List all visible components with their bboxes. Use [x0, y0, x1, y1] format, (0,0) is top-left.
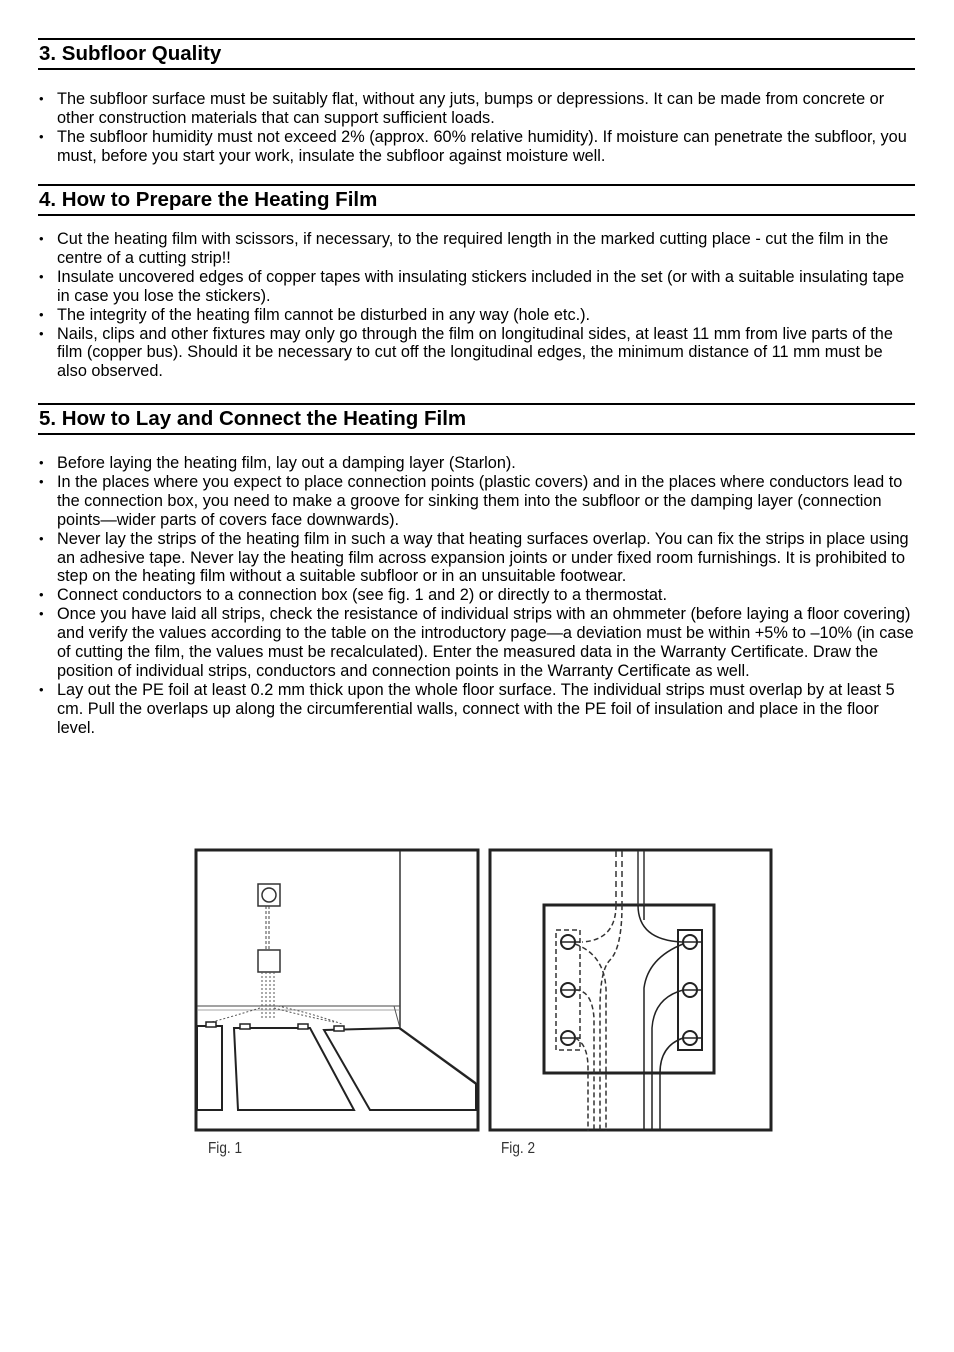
list-item: • Insulate uncovered edges of copper tapes with insulating stickers included in the set (or with a suitable insulating tape in case you lose the stickers). — [38, 268, 915, 306]
bullet-list — [38, 454, 915, 738]
list-item: • Cut the heating film with scissors, if necessary, to the required length in the marked cutting place - cut the film in the centre of a cutting strip!! — [38, 230, 915, 268]
figure-2-caption: Fig. 2 — [501, 1140, 536, 1157]
section-heading: 3. Subfloor Quality — [38, 38, 915, 70]
section-heading: 5. How to Lay and Connect the Heating Film — [38, 403, 915, 435]
connection-box-icon — [258, 950, 280, 972]
section-subfloor-quality — [38, 38, 915, 166]
section-prepare-heating-film — [38, 184, 915, 381]
list-item: • Never lay the strips of the heating film in such a way that heating surfaces overlap. You can fix the strips in place using an adhesive tape. Never lay the heating film across expansion joints or under fixed room furnishings. It is prohibited to step on the heating film without a suitable subfloor or in an unsuitable footwear. — [38, 530, 915, 587]
list-item: • The subfloor surface must be suitably flat, without any juts, bumps or depressions. It can be made from concrete or other construction materials that can support sufficient loads. — [38, 90, 915, 128]
list-item: • Lay out the PE foil at least 0.2 mm thick upon the whole floor surface. The individual strips must overlap by at least 5 cm. Pull the overlaps up along the circumferential walls, connect with the PE foil of insulation and place in the floor level. — [38, 681, 915, 738]
bullet-list — [38, 90, 915, 166]
list-item: • Connect conductors to a connection box (see fig. 1 and 2) or directly to a thermostat. — [38, 586, 915, 605]
figure-1-caption: Fig. 1 — [208, 1140, 243, 1157]
list-item: • Before laying the heating film, lay out a damping layer (Starlon). — [38, 454, 915, 473]
list-item: • Once you have laid all strips, check the resistance of individual strips with an ohmmeter (before laying a floor covering) and verify the values according to the table on the introductory page—a deviation must be within +5% to –10% (in case of cutting the film, the values must be recalculated). Enter the measured data in the Warranty Certificate. Draw the position of individual strips, conductors and connection points in the Warranty Certificate as well. — [38, 605, 915, 681]
list-item: • Nails, clips and other fixtures may only go through the film on longitudinal sides, at least 11 mm from live parts of the film (copper bus). Should it be necessary to cut off the longitudinal edges, the minimum distance of 11 mm must be also observed. — [38, 325, 915, 382]
section-lay-connect-heating-film — [38, 403, 915, 738]
figure-1-installation-diagram — [194, 848, 480, 1134]
list-item: • In the places where you expect to place connection points (plastic covers) and in the places where conductors lead to the connection box, you need to make a groove for sinking them into the subfloor or the damping layer (connection points—wider parts of covers face downwards). — [38, 473, 915, 530]
list-item: • The integrity of the heating film cannot be disturbed in any way (hole etc.). — [38, 306, 915, 325]
bullet-list — [38, 230, 915, 381]
section-heading: 4. How to Prepare the Heating Film — [38, 184, 915, 216]
figure-2-connection-box-diagram — [488, 848, 774, 1134]
list-item: • The subfloor humidity must not exceed 2% (approx. 60% relative humidity). If moisture can penetrate the subfloor, you must, before you start your work, insulate the subfloor against moisture well. — [38, 128, 915, 166]
